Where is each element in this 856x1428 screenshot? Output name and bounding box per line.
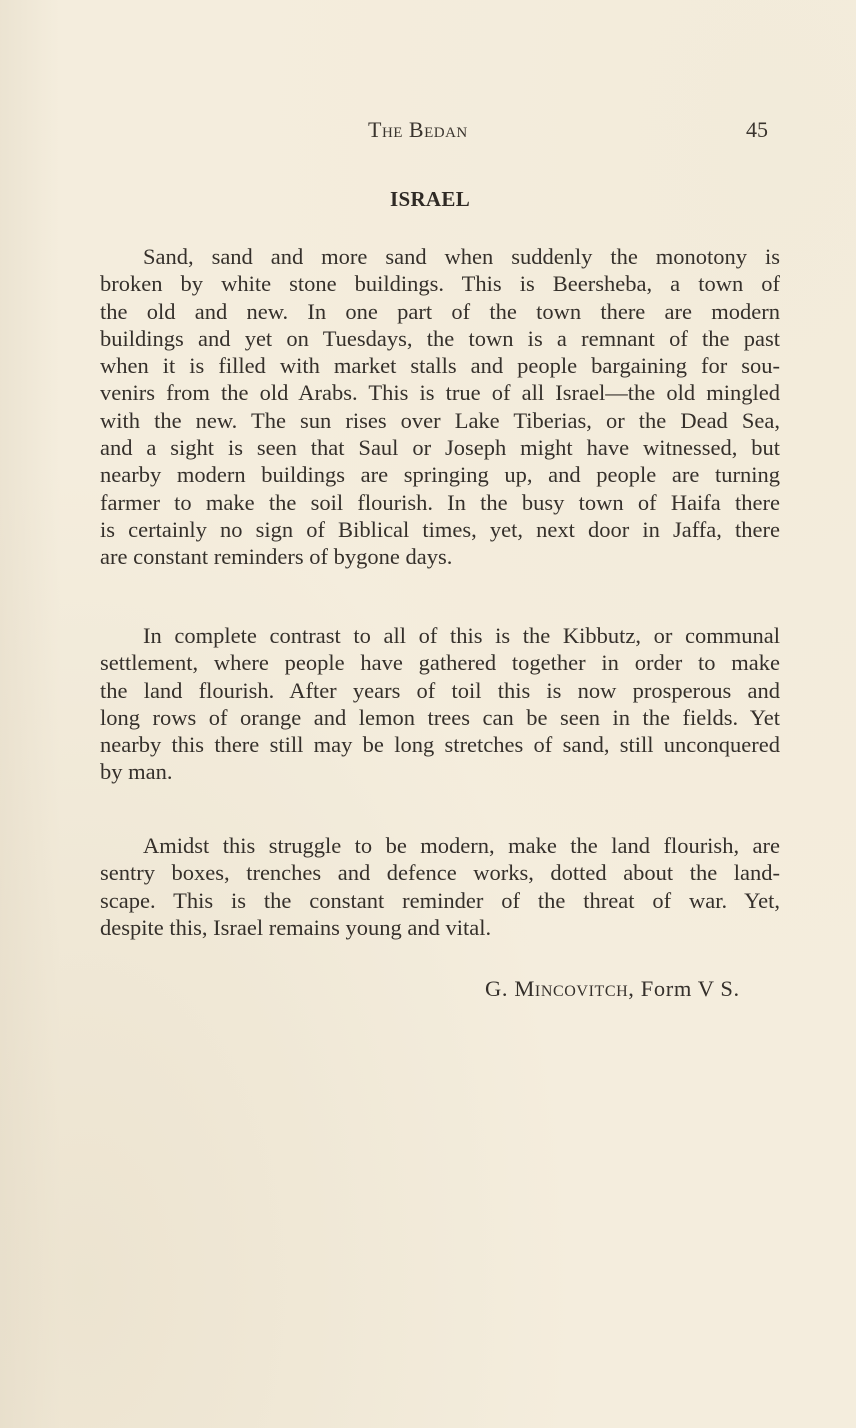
paragraph-line: despite this, Israel remains young and vital. (100, 914, 492, 940)
page-edge-shadow (0, 0, 60, 1428)
author-signature (485, 976, 740, 1002)
paragraph-2 (100, 622, 780, 786)
paragraph-line: Sand, sand and more sand when suddenly the monotony is (143, 244, 780, 269)
paragraph-line: venirs from the old Arabs. This is true of all Israel—the old mingled (100, 380, 780, 406)
paragraph-line: broken by white stone buildings. This is Beersheba, a town of (100, 271, 780, 297)
paragraph-line: In complete contrast to all of this is the Kibbutz, or communal (143, 623, 780, 648)
running-head: The Bedan (368, 117, 468, 142)
paragraph-1 (100, 243, 780, 571)
author-form: Form V S. (640, 976, 740, 1001)
paragraph-line: when it is filled with market stalls and people bargaining for sou- (100, 353, 780, 379)
paragraph-line: with the new. The sun rises over Lake Tiberias, or the Dead Sea, (100, 407, 780, 433)
author-surname: Mincovitch, (514, 976, 635, 1001)
paragraph-line: and a sight is seen that Saul or Joseph might have witnessed, but (100, 435, 780, 461)
paragraph-line: the land flourish. After years of toil this is now prosperous and (100, 677, 780, 703)
paragraph-line: Amidst this struggle to be modern, make the land flourish, are (143, 833, 780, 858)
paragraph-line: sentry boxes, trenches and defence works, dotted about the land- (100, 860, 780, 886)
paragraph-line: farmer to make the soil flourish. In the busy town of Haifa there (100, 489, 780, 515)
paragraph-line: scape. This is the constant reminder of the threat of war. Yet, (100, 887, 780, 913)
paragraph-line: by man. (100, 759, 173, 785)
paragraph-line: nearby modern buildings are springing up, and people are turning (100, 462, 780, 488)
paragraph-line: buildings and yet on Tuesdays, the town is a remnant of the past (100, 325, 780, 351)
paragraph-line: long rows of orange and lemon trees can be seen in the fields. Yet (100, 704, 780, 730)
paragraph-line: nearby this there still may be long stretches of sand, still unconquered (100, 732, 780, 758)
page-number: 45 (746, 117, 768, 142)
paragraph-line: the old and new. In one part of the town there are modern (100, 298, 780, 324)
article-title: ISRAEL (390, 187, 470, 211)
paragraph-line: is certainly no sign of Biblical times, yet, next door in Jaffa, there (100, 516, 780, 542)
paragraph-line: are constant reminders of bygone days. (100, 544, 453, 570)
paragraph-line: settlement, where people have gathered together in order to make (100, 650, 780, 676)
author-initial: G. (485, 976, 509, 1001)
paragraph-3 (100, 832, 780, 941)
